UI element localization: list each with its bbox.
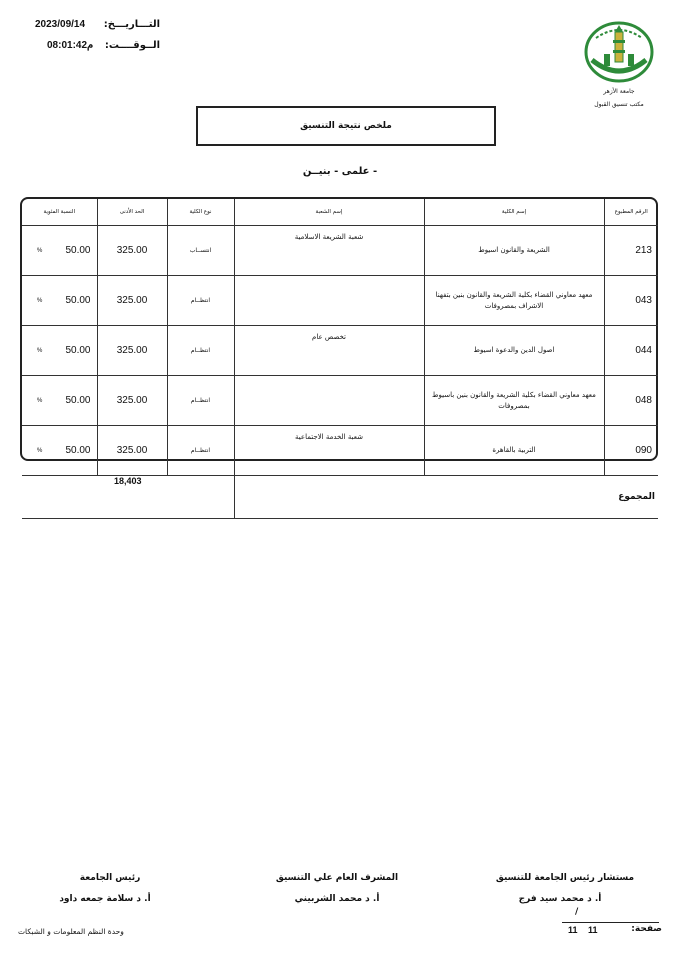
cell-type: انتظــام xyxy=(167,376,234,426)
cell-division: تخصص عام xyxy=(234,326,424,376)
page-divider xyxy=(562,922,659,923)
signature-title-university-president: رئيس الجامعة xyxy=(79,873,141,883)
cell-code: 048 xyxy=(604,376,658,426)
signature-title-coordination-advisor: مستشار رئيس الجامعة للتنسيق xyxy=(495,873,635,883)
table-row xyxy=(22,276,658,326)
table-row xyxy=(22,226,658,276)
header-college: إسم الكلية xyxy=(424,199,604,226)
signature-name-coordination-advisor: أ. د محمد سيد فرج xyxy=(518,894,602,904)
cell-min-score: 325.00 xyxy=(97,276,167,326)
percent-value: 50.00 xyxy=(65,245,91,256)
percent-value: 50.00 xyxy=(65,445,91,456)
total-label: المجموع xyxy=(234,476,658,519)
page-total: 11 xyxy=(588,925,598,935)
azhar-emblem-icon xyxy=(582,20,656,84)
percent-sign: % xyxy=(37,297,43,304)
page-current: 11 xyxy=(568,925,578,935)
cell-code: 090 xyxy=(604,426,658,476)
time-label: الــوقــــت: xyxy=(104,40,160,51)
total-row xyxy=(22,476,658,519)
cell-percent xyxy=(22,226,97,276)
cell-type: انتظــام xyxy=(167,326,234,376)
time-value: 08:01:42م xyxy=(47,40,94,51)
cell-division: شعبة الشريعة الاسلامية xyxy=(234,226,424,276)
results-table xyxy=(20,197,658,502)
cell-min-score: 325.00 xyxy=(97,326,167,376)
report-subtitle: - علمى - بنيــن xyxy=(302,166,378,177)
logo-caption-office: مكتب تنسيق القبول xyxy=(594,101,644,108)
total-value: 18,403 xyxy=(22,476,234,519)
table-row xyxy=(22,376,658,426)
cell-percent xyxy=(22,276,97,326)
report-title: ملخص نتيجة التنسيق xyxy=(196,106,496,146)
signature-name-university-president: أ. د سلامة جمعه داود xyxy=(59,894,151,904)
percent-sign: % xyxy=(37,447,43,454)
footer-unit: وحدة النظم المعلومات و الشبكات xyxy=(18,927,124,936)
cell-type: انتســاب xyxy=(167,226,234,276)
cell-percent xyxy=(22,376,97,426)
signature-mark: / xyxy=(575,907,579,917)
percent-value: 50.00 xyxy=(65,345,91,356)
cell-division xyxy=(234,276,424,326)
university-logo xyxy=(582,20,656,84)
header-code: الرقم المطبوع xyxy=(604,199,658,226)
cell-division xyxy=(234,376,424,426)
cell-college: الشريعة والقانون اسيوط xyxy=(424,226,604,276)
percent-sign: % xyxy=(37,347,43,354)
cell-code: 213 xyxy=(604,226,658,276)
cell-percent xyxy=(22,426,97,476)
header-type: نوع الكلية xyxy=(167,199,234,226)
cell-min-score: 325.00 xyxy=(97,376,167,426)
cell-college: التربية بالقاهرة xyxy=(424,426,604,476)
cell-type: انتظــام xyxy=(167,276,234,326)
cell-college: اصول الدين والدعوة اسيوط xyxy=(424,326,604,376)
signature-title-general-supervisor: المشرف العام علي التنسيق xyxy=(275,873,399,883)
cell-college: معهد معاوني القضاء بكلية الشريعة والقانون بنين باسيوط بمصروفات xyxy=(424,376,604,426)
table-header-row xyxy=(22,199,658,226)
logo-caption-university: جامعة الأزهر xyxy=(603,88,635,95)
percent-sign: % xyxy=(37,397,43,404)
cell-college: معهد معاوني القضاء بكلية الشريعة والقانون بنين بتفهنا الاشراف بمصروفات xyxy=(424,276,604,326)
header-min-score: الحد الأدنى xyxy=(97,199,167,226)
percent-value: 50.00 xyxy=(65,295,91,306)
cell-division: شعبة الخدمة الاجتماعية xyxy=(234,426,424,476)
header-percent: النسبة المئوية xyxy=(22,199,97,226)
page-label: صفحة: xyxy=(631,924,662,934)
signature-name-general-supervisor: أ. د محمد الشربيني xyxy=(294,894,380,904)
cell-min-score: 325.00 xyxy=(97,426,167,476)
header-division: إسم الشعبة xyxy=(234,199,424,226)
table-row xyxy=(22,326,658,376)
cell-code: 043 xyxy=(604,276,658,326)
date-value: 2023/09/14 xyxy=(35,19,86,30)
cell-percent xyxy=(22,326,97,376)
date-label: التـــاريـــخ: xyxy=(103,19,160,30)
percent-value: 50.00 xyxy=(65,395,91,406)
cell-type: انتظــام xyxy=(167,426,234,476)
cell-min-score: 325.00 xyxy=(97,226,167,276)
percent-sign: % xyxy=(37,247,43,254)
cell-code: 044 xyxy=(604,326,658,376)
table-row xyxy=(22,426,658,476)
